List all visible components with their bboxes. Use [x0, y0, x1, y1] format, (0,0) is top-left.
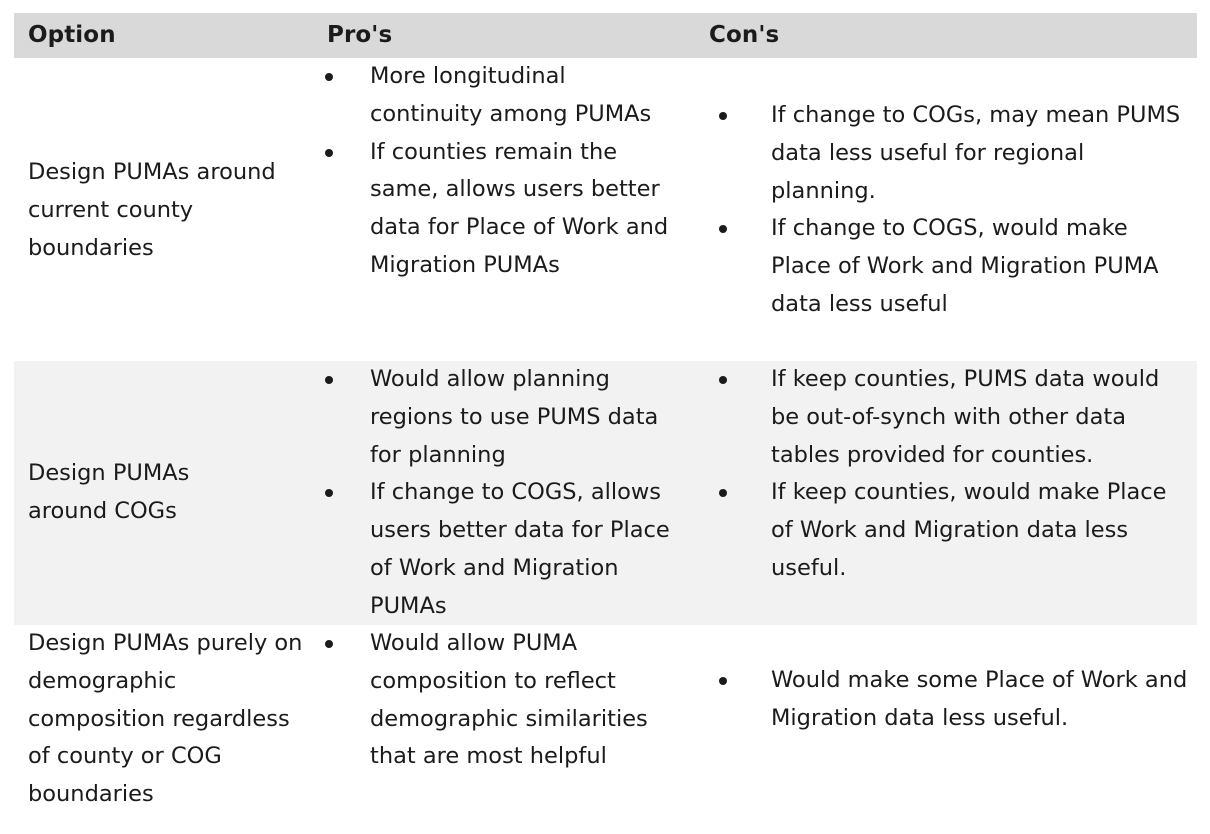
cons-cell [694, 58, 1197, 361]
bullet-icon [719, 225, 727, 233]
header-pros: Pro's [327, 22, 393, 48]
list-item [314, 361, 680, 474]
con-text: If keep counties, PUMS data would be out-of-synch with other data tables provided for counties. [771, 366, 1160, 468]
pro-text: If counties remain the same, allows users better data for Place of Work and Migration PUMAs [370, 138, 669, 278]
option-cell [14, 58, 314, 361]
option-cell [14, 361, 314, 625]
pro-text: If change to COGS, allows users better data for Place of Work and Migration PUMAs [370, 479, 670, 619]
pro-text: Would allow PUMA composition to reflect demographic similarities that are most helpful [370, 630, 648, 770]
cons-cell [694, 361, 1197, 625]
table-row [14, 361, 1197, 625]
pros-cell [314, 361, 694, 625]
list-item [694, 662, 1191, 738]
list-item [694, 210, 1191, 323]
cons-list [694, 361, 1191, 588]
con-text: Would make some Place of Work and Migration data less useful. [771, 667, 1188, 731]
table-header-row [14, 13, 1197, 58]
con-text: If change to COGS, would make Place of Work and Migration PUMA data less useful [771, 215, 1159, 317]
cons-list [694, 97, 1191, 324]
con-text: If keep counties, would make Place of Work and Migration data less useful. [771, 479, 1167, 581]
pros-cell [314, 58, 694, 361]
bullet-icon [719, 376, 727, 384]
pros-cell [314, 625, 694, 820]
cons-cell [694, 625, 1197, 820]
pros-list [314, 625, 680, 776]
list-item [314, 134, 680, 285]
bullet-icon [719, 677, 727, 685]
con-text: If change to COGs, may mean PUMS data less useful for regional planning. [771, 102, 1181, 204]
list-item [694, 474, 1191, 587]
option-text: Design PUMAs around COGs [28, 460, 190, 524]
pro-text: More longitudinal continuity among PUMAs [370, 63, 652, 127]
header-cons: Con's [709, 22, 780, 48]
options-table [14, 13, 1197, 820]
table-row [14, 625, 1197, 820]
option-text: Design PUMAs purely on demographic composition regardless of county or COG boundaries [28, 630, 303, 808]
bullet-icon [325, 489, 333, 497]
list-item [694, 361, 1191, 474]
cons-list [694, 662, 1191, 738]
header-option: Option [28, 22, 116, 48]
option-cell [14, 625, 314, 820]
option-text: Design PUMAs around current county boundaries [28, 159, 276, 261]
list-item [314, 625, 680, 776]
pros-list [314, 361, 680, 626]
pro-text: Would allow planning regions to use PUMS data for planning [370, 366, 659, 468]
table-row [14, 58, 1197, 361]
list-item [694, 97, 1191, 210]
bullet-icon [325, 73, 333, 81]
bullet-icon [325, 149, 333, 157]
bullet-icon [325, 640, 333, 648]
bullet-icon [325, 376, 333, 384]
pros-list [314, 58, 680, 285]
bullet-icon [719, 112, 727, 120]
list-item [314, 474, 680, 625]
bullet-icon [719, 489, 727, 497]
list-item [314, 58, 680, 134]
